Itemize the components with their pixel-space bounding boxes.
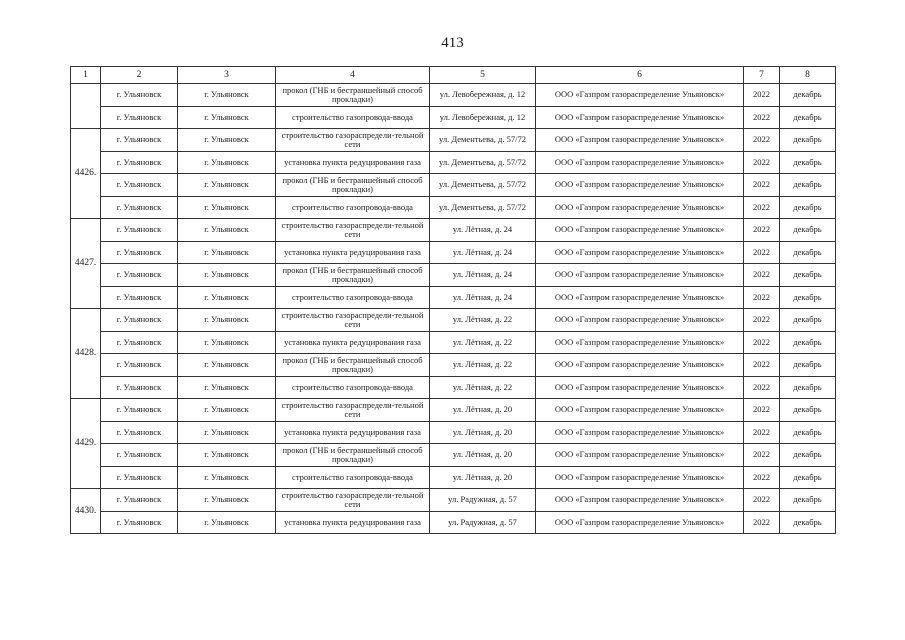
work-type-cell: строительство газопровода-ввода (276, 106, 430, 129)
city-cell: г. Ульяновск (101, 421, 178, 444)
table-row (71, 376, 836, 399)
month-cell: декабрь (780, 354, 836, 377)
table-row (71, 241, 836, 264)
city-cell: г. Ульяновск (101, 376, 178, 399)
column-header: 1 (71, 67, 101, 84)
work-type-cell: установка пункта редуцирования газа (276, 241, 430, 264)
year-cell: 2022 (744, 286, 780, 309)
year-cell: 2022 (744, 421, 780, 444)
column-header: 5 (430, 67, 536, 84)
city-cell: г. Ульяновск (101, 151, 178, 174)
organization-cell: ООО «Газпром газораспределение Ульяновск» (536, 354, 744, 377)
address-cell: ул. Радужная, д. 57 (430, 489, 536, 512)
city-cell: г. Ульяновск (101, 219, 178, 242)
city-cell: г. Ульяновск (101, 241, 178, 264)
settlement-cell: г. Ульяновск (178, 151, 276, 174)
organization-cell: ООО «Газпром газораспределение Ульяновск» (536, 106, 744, 129)
month-cell: декабрь (780, 241, 836, 264)
settlement-cell: г. Ульяновск (178, 444, 276, 467)
city-cell: г. Ульяновск (101, 129, 178, 152)
year-cell: 2022 (744, 399, 780, 422)
month-cell: декабрь (780, 444, 836, 467)
work-type-cell: прокол (ГНБ и бестраншейный способ прокладки) (276, 174, 430, 197)
year-cell: 2022 (744, 511, 780, 534)
column-header: 2 (101, 67, 178, 84)
city-cell: г. Ульяновск (101, 264, 178, 287)
page-number: 413 (441, 35, 464, 51)
organization-cell: ООО «Газпром газораспределение Ульяновск» (536, 511, 744, 534)
city-cell: г. Ульяновск (101, 309, 178, 332)
month-cell: декабрь (780, 84, 836, 107)
work-type-cell: строительство газораспредели-тельной сети (276, 309, 430, 332)
organization-cell: ООО «Газпром газораспределение Ульяновск» (536, 444, 744, 467)
organization-cell: ООО «Газпром газораспределение Ульяновск» (536, 309, 744, 332)
city-cell: г. Ульяновск (101, 196, 178, 219)
year-cell: 2022 (744, 489, 780, 512)
table-row (71, 399, 836, 422)
work-type-cell: установка пункта редуцирования газа (276, 511, 430, 534)
row-number-cell: 4429. (71, 399, 101, 489)
month-cell: декабрь (780, 376, 836, 399)
settlement-cell: г. Ульяновск (178, 466, 276, 489)
organization-cell: ООО «Газпром газораспределение Ульяновск» (536, 489, 744, 512)
month-cell: декабрь (780, 399, 836, 422)
month-cell: декабрь (780, 219, 836, 242)
year-cell: 2022 (744, 84, 780, 107)
table-row (71, 286, 836, 309)
address-cell: ул. Лётная, д. 22 (430, 309, 536, 332)
year-cell: 2022 (744, 354, 780, 377)
month-cell: декабрь (780, 196, 836, 219)
organization-cell: ООО «Газпром газораспределение Ульяновск» (536, 241, 744, 264)
settlement-cell: г. Ульяновск (178, 421, 276, 444)
work-type-cell: строительство газораспредели-тельной сети (276, 399, 430, 422)
city-cell: г. Ульяновск (101, 331, 178, 354)
organization-cell: ООО «Газпром газораспределение Ульяновск» (536, 219, 744, 242)
month-cell: декабрь (780, 466, 836, 489)
table-row (71, 174, 836, 197)
year-cell: 2022 (744, 444, 780, 467)
settlement-cell: г. Ульяновск (178, 511, 276, 534)
settlement-cell: г. Ульяновск (178, 331, 276, 354)
table-row (71, 354, 836, 377)
table-body (71, 84, 836, 534)
table-row (71, 421, 836, 444)
settlement-cell: г. Ульяновск (178, 376, 276, 399)
organization-cell: ООО «Газпром газораспределение Ульяновск» (536, 264, 744, 287)
month-cell: декабрь (780, 174, 836, 197)
address-cell: ул. Радужная, д. 57 (430, 511, 536, 534)
year-cell: 2022 (744, 331, 780, 354)
settlement-cell: г. Ульяновск (178, 264, 276, 287)
settlement-cell: г. Ульяновск (178, 309, 276, 332)
month-cell: декабрь (780, 264, 836, 287)
organization-cell: ООО «Газпром газораспределение Ульяновск» (536, 151, 744, 174)
month-cell: декабрь (780, 129, 836, 152)
year-cell: 2022 (744, 309, 780, 332)
table-row (71, 511, 836, 534)
column-header: 6 (536, 67, 744, 84)
table-row (71, 106, 836, 129)
organization-cell: ООО «Газпром газораспределение Ульяновск» (536, 196, 744, 219)
month-cell: декабрь (780, 331, 836, 354)
year-cell: 2022 (744, 219, 780, 242)
row-number-cell: 4428. (71, 309, 101, 399)
table-row (71, 196, 836, 219)
table-row (71, 331, 836, 354)
settlement-cell: г. Ульяновск (178, 286, 276, 309)
address-cell: ул. Лётная, д. 20 (430, 466, 536, 489)
column-header: 8 (780, 67, 836, 84)
address-cell: ул. Лётная, д. 22 (430, 354, 536, 377)
address-cell: ул. Левобережная, д. 12 (430, 84, 536, 107)
settlement-cell: г. Ульяновск (178, 219, 276, 242)
organization-cell: ООО «Газпром газораспределение Ульяновск» (536, 399, 744, 422)
table-row (71, 444, 836, 467)
address-cell: ул. Лётная, д. 20 (430, 399, 536, 422)
address-cell: ул. Дементьева, д. 57/72 (430, 196, 536, 219)
address-cell: ул. Лётная, д. 22 (430, 331, 536, 354)
address-cell: ул. Левобережная, д. 12 (430, 106, 536, 129)
address-cell: ул. Лётная, д. 24 (430, 286, 536, 309)
city-cell: г. Ульяновск (101, 106, 178, 129)
address-cell: ул. Дементьева, д. 57/72 (430, 129, 536, 152)
address-cell: ул. Дементьева, д. 57/72 (430, 174, 536, 197)
table-row (71, 219, 836, 242)
row-number-cell: 4427. (71, 219, 101, 309)
work-type-cell: строительство газопровода-ввода (276, 286, 430, 309)
month-cell: декабрь (780, 309, 836, 332)
table-row (71, 309, 836, 332)
works-table (70, 66, 836, 534)
address-cell: ул. Лётная, д. 20 (430, 421, 536, 444)
organization-cell: ООО «Газпром газораспределение Ульяновск» (536, 421, 744, 444)
work-type-cell: прокол (ГНБ и бестраншейный способ прокладки) (276, 444, 430, 467)
header-row (71, 67, 836, 84)
city-cell: г. Ульяновск (101, 466, 178, 489)
column-header: 4 (276, 67, 430, 84)
settlement-cell: г. Ульяновск (178, 399, 276, 422)
row-number-cell (71, 84, 101, 129)
organization-cell: ООО «Газпром газораспределение Ульяновск» (536, 174, 744, 197)
column-header: 7 (744, 67, 780, 84)
year-cell: 2022 (744, 376, 780, 399)
city-cell: г. Ульяновск (101, 444, 178, 467)
year-cell: 2022 (744, 106, 780, 129)
work-type-cell: прокол (ГНБ и бестраншейный способ прокладки) (276, 264, 430, 287)
organization-cell: ООО «Газпром газораспределение Ульяновск» (536, 286, 744, 309)
settlement-cell: г. Ульяновск (178, 129, 276, 152)
city-cell: г. Ульяновск (101, 511, 178, 534)
city-cell: г. Ульяновск (101, 489, 178, 512)
address-cell: ул. Лётная, д. 24 (430, 264, 536, 287)
month-cell: декабрь (780, 286, 836, 309)
month-cell: декабрь (780, 106, 836, 129)
work-type-cell: прокол (ГНБ и бестраншейный способ прокладки) (276, 84, 430, 107)
month-cell: декабрь (780, 151, 836, 174)
month-cell: декабрь (780, 511, 836, 534)
settlement-cell: г. Ульяновск (178, 174, 276, 197)
year-cell: 2022 (744, 466, 780, 489)
address-cell: ул. Лётная, д. 20 (430, 444, 536, 467)
settlement-cell: г. Ульяновск (178, 106, 276, 129)
year-cell: 2022 (744, 241, 780, 264)
table-row (71, 489, 836, 512)
work-type-cell: строительство газораспредели-тельной сети (276, 489, 430, 512)
city-cell: г. Ульяновск (101, 354, 178, 377)
address-cell: ул. Дементьева, д. 57/72 (430, 151, 536, 174)
city-cell: г. Ульяновск (101, 84, 178, 107)
table-row (71, 151, 836, 174)
city-cell: г. Ульяновск (101, 399, 178, 422)
year-cell: 2022 (744, 129, 780, 152)
city-cell: г. Ульяновск (101, 174, 178, 197)
work-type-cell: строительство газопровода-ввода (276, 376, 430, 399)
organization-cell: ООО «Газпром газораспределение Ульяновск» (536, 376, 744, 399)
table-row (71, 84, 836, 107)
year-cell: 2022 (744, 174, 780, 197)
work-type-cell: прокол (ГНБ и бестраншейный способ прокладки) (276, 354, 430, 377)
column-header: 3 (178, 67, 276, 84)
address-cell: ул. Лётная, д. 24 (430, 219, 536, 242)
work-type-cell: установка пункта редуцирования газа (276, 421, 430, 444)
table-row (71, 264, 836, 287)
address-cell: ул. Лётная, д. 22 (430, 376, 536, 399)
settlement-cell: г. Ульяновск (178, 84, 276, 107)
address-cell: ул. Лётная, д. 24 (430, 241, 536, 264)
organization-cell: ООО «Газпром газораспределение Ульяновск» (536, 466, 744, 489)
table-row (71, 129, 836, 152)
work-type-cell: строительство газораспредели-тельной сети (276, 219, 430, 242)
settlement-cell: г. Ульяновск (178, 489, 276, 512)
settlement-cell: г. Ульяновск (178, 354, 276, 377)
settlement-cell: г. Ульяновск (178, 241, 276, 264)
work-type-cell: установка пункта редуцирования газа (276, 331, 430, 354)
settlement-cell: г. Ульяновск (178, 196, 276, 219)
work-type-cell: строительство газопровода-ввода (276, 466, 430, 489)
month-cell: декабрь (780, 489, 836, 512)
row-number-cell: 4430. (71, 489, 101, 534)
work-type-cell: установка пункта редуцирования газа (276, 151, 430, 174)
year-cell: 2022 (744, 151, 780, 174)
month-cell: декабрь (780, 421, 836, 444)
city-cell: г. Ульяновск (101, 286, 178, 309)
organization-cell: ООО «Газпром газораспределение Ульяновск» (536, 331, 744, 354)
year-cell: 2022 (744, 264, 780, 287)
year-cell: 2022 (744, 196, 780, 219)
row-number-cell: 4426. (71, 129, 101, 219)
organization-cell: ООО «Газпром газораспределение Ульяновск» (536, 84, 744, 107)
table-row (71, 466, 836, 489)
work-type-cell: строительство газопровода-ввода (276, 196, 430, 219)
organization-cell: ООО «Газпром газораспределение Ульяновск» (536, 129, 744, 152)
work-type-cell: строительство газораспредели-тельной сети (276, 129, 430, 152)
